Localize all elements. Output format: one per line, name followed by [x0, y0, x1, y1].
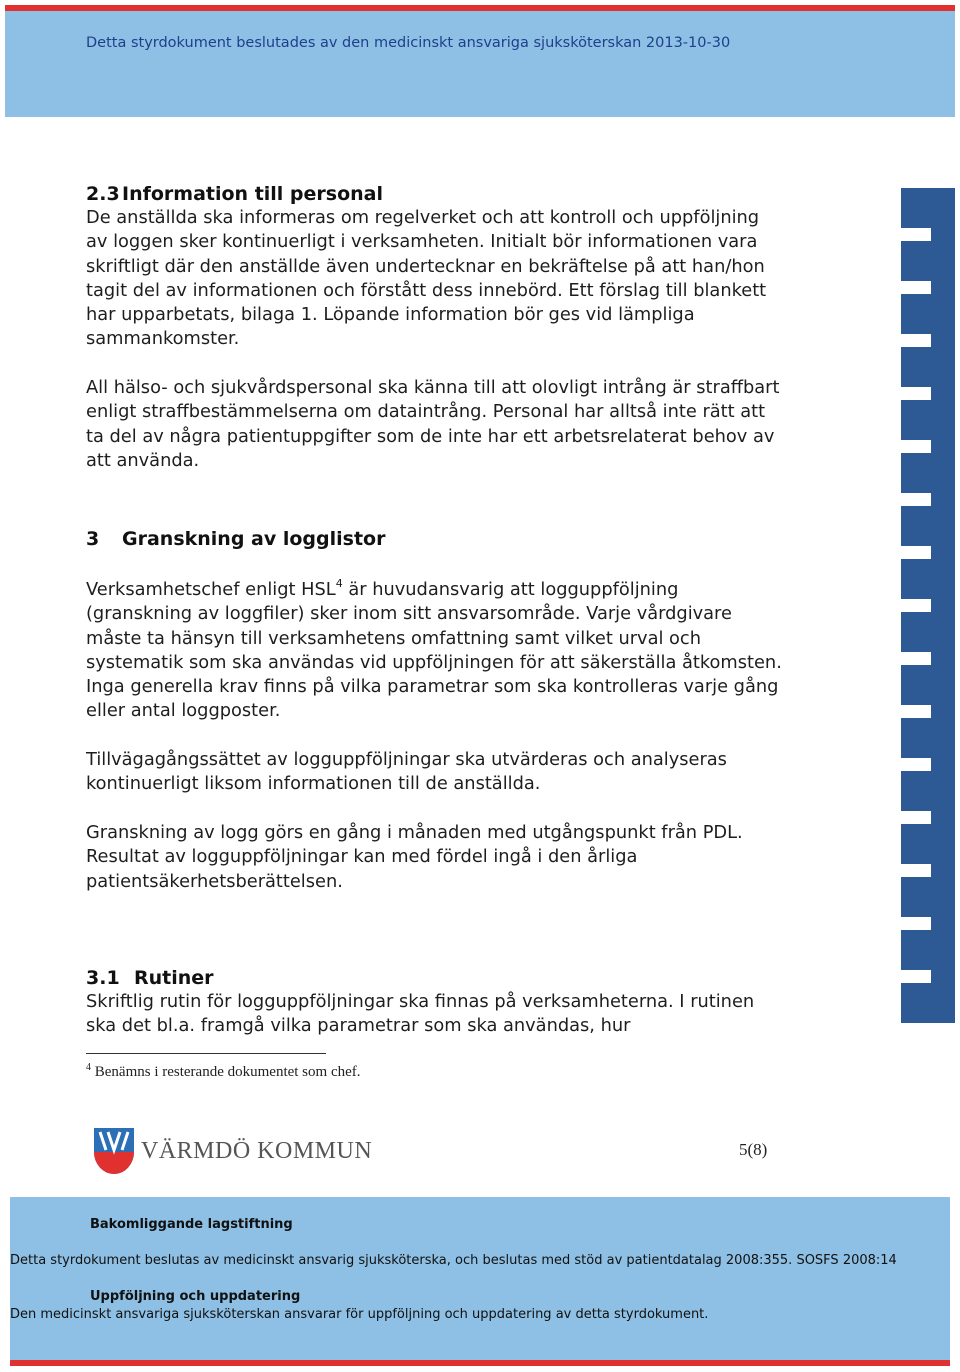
side-bar-connector [931, 334, 955, 347]
followup-heading: Uppföljning och uppdatering [90, 1289, 301, 1304]
section-title: Rutiner [134, 967, 214, 989]
text-line: Resultat av logguppföljningar kan med fördel ingå i den årliga [86, 846, 638, 868]
side-bar-block [901, 824, 955, 864]
side-bar-connector [931, 440, 955, 453]
section-number: 2.3 [86, 183, 120, 205]
section-3-paragraph-3 [86, 821, 806, 894]
side-bar-block [901, 506, 955, 546]
side-bar-connector [931, 546, 955, 559]
side-bar-block [901, 612, 955, 652]
section-3-paragraph-1 [86, 578, 806, 724]
side-bar-connector [931, 705, 955, 718]
section-title: Granskning av logglistor [122, 528, 386, 550]
footnote [86, 1064, 361, 1081]
municipality-logo-text: VÄRMDÖ KOMMUN [141, 1138, 373, 1164]
section-number: 3.1 [86, 967, 120, 989]
text-line: skriftligt där den anställde även undertecknar en bekräftelse på att han/hon [86, 255, 765, 277]
text-line: ska det bl.a. framgå vilka parametrar som ska användas, hur [86, 1015, 631, 1037]
section-2-3 [86, 182, 806, 352]
text-line: att använda. [86, 449, 200, 471]
text-line: (granskning av loggfiler) sker inom sitt ansvarsområde. Varje vårdgivare [86, 603, 732, 625]
text-line: Tillvägagångssättet av logguppföljningar ska utvärderas och analyseras [86, 749, 727, 770]
text-line: eller antal loggposter. [86, 700, 281, 722]
side-decoration-bar [901, 188, 955, 1038]
footnote-divider [86, 1053, 326, 1054]
footnote-marker: 4 [86, 1062, 91, 1073]
section-3-heading [86, 527, 806, 551]
side-bar-block [901, 294, 955, 334]
municipality-crest-icon [94, 1128, 134, 1176]
section-number: 3 [86, 528, 100, 550]
text-line: De anställda ska informeras om regelverket och att kontroll och uppföljning [86, 207, 760, 228]
text-segment: Verksamhetschef enligt HSL [86, 579, 336, 600]
side-bar-block [901, 665, 955, 705]
section-3-1 [86, 966, 806, 1039]
side-bar-connector [931, 864, 955, 877]
side-bar-block [901, 877, 955, 917]
side-bar-block [901, 930, 955, 970]
section-2-3-paragraph-2 [86, 376, 806, 473]
side-bar-block [901, 718, 955, 758]
side-bar-connector [931, 917, 955, 930]
page-number: 5(8) [739, 1140, 768, 1159]
side-bar-block [901, 453, 955, 493]
text-line: systematik som ska användas vid uppföljningen för att säkerställa åtkomsten. [86, 651, 782, 673]
text-line: kontinuerligt liksom informationen till de anställda. [86, 773, 541, 795]
side-bar-connector [931, 811, 955, 824]
side-bar-block [901, 983, 955, 1023]
footer-band [10, 1197, 950, 1360]
section-3-heading-wrap [86, 527, 806, 551]
footnote-text: Benämns i resterande dokumentet som chef. [91, 1064, 361, 1080]
text-line: All hälso- och sjukvårdspersonal ska känna till att olovligt intrång är straffbart [86, 377, 780, 398]
bottom-red-stripe [10, 1360, 950, 1366]
text-line: har upparbetats, bilaga 1. Löpande information bör ges vid lämpliga [86, 304, 695, 326]
text-line: måste ta hänsyn till verksamhetens omfattning samt vilket urval och [86, 627, 701, 649]
section-title: Information till personal [122, 183, 384, 205]
text-line: ta del av några patientuppgifter som de inte har ett arbetsrelaterat behov av [86, 425, 775, 447]
footnote-reference[interactable]: 4 [335, 577, 343, 590]
legal-text: Detta styrdokument beslutas av medicinskt ansvarig sjuksköterska, och beslutas med stöd av patientdatalag 2008:355. SOSFS 2008:14 [10, 1253, 897, 1268]
side-bar-connector [931, 228, 955, 241]
side-bar-block [901, 771, 955, 811]
side-bar-block [901, 188, 955, 228]
side-bar-block [901, 400, 955, 440]
side-bar-connector [931, 652, 955, 665]
side-bar-connector [931, 599, 955, 612]
text-segment: är huvudansvarig att logguppföljning [342, 579, 679, 600]
side-bar-connector [931, 493, 955, 506]
text-line: Inga generella krav finns på vilka parametrar som ska kontrolleras varje gång [86, 676, 779, 698]
text-line: sammankomster. [86, 328, 240, 350]
side-bar-block [901, 559, 955, 599]
text-line: Skriftlig rutin för logguppföljningar ska finnas på verksamheterna. I rutinen [86, 991, 755, 1012]
section-3-1-heading [86, 966, 806, 990]
side-bar-block [901, 241, 955, 281]
text-line: patientsäkerhetsberättelsen. [86, 870, 343, 892]
header-decision-text: Detta styrdokument beslutades av den medicinskt ansvariga sjuksköterskan 2013-10-30 [86, 35, 731, 51]
section-2-3-paragraph-1 [86, 206, 806, 352]
side-bar-connector [931, 387, 955, 400]
text-line: enligt straffbestämmelserna om dataintrång. Personal har alltså inte rätt att [86, 401, 766, 423]
text-line: av loggen sker kontinuerligt i verksamheten. Initialt bör informationen vara [86, 231, 758, 253]
header-band [5, 11, 955, 117]
section-3-paragraph-2 [86, 748, 806, 797]
text-line: Granskning av logg görs en gång i månaden med utgångspunkt från PDL. [86, 822, 743, 843]
side-bar-connector [931, 281, 955, 294]
legal-heading: Bakomliggande lagstiftning [90, 1217, 293, 1232]
section-2-3-heading [86, 182, 806, 206]
text-line: tagit del av informationen och förstått dess innebörd. Ett förslag till blankett [86, 279, 767, 301]
side-bar-block [901, 347, 955, 387]
followup-text: Den medicinskt ansvariga sjuksköterskan ansvarar för uppföljning och uppdatering av detta styrdokument. [10, 1307, 709, 1322]
side-bar-connector [931, 758, 955, 771]
side-bar-connector [931, 970, 955, 983]
